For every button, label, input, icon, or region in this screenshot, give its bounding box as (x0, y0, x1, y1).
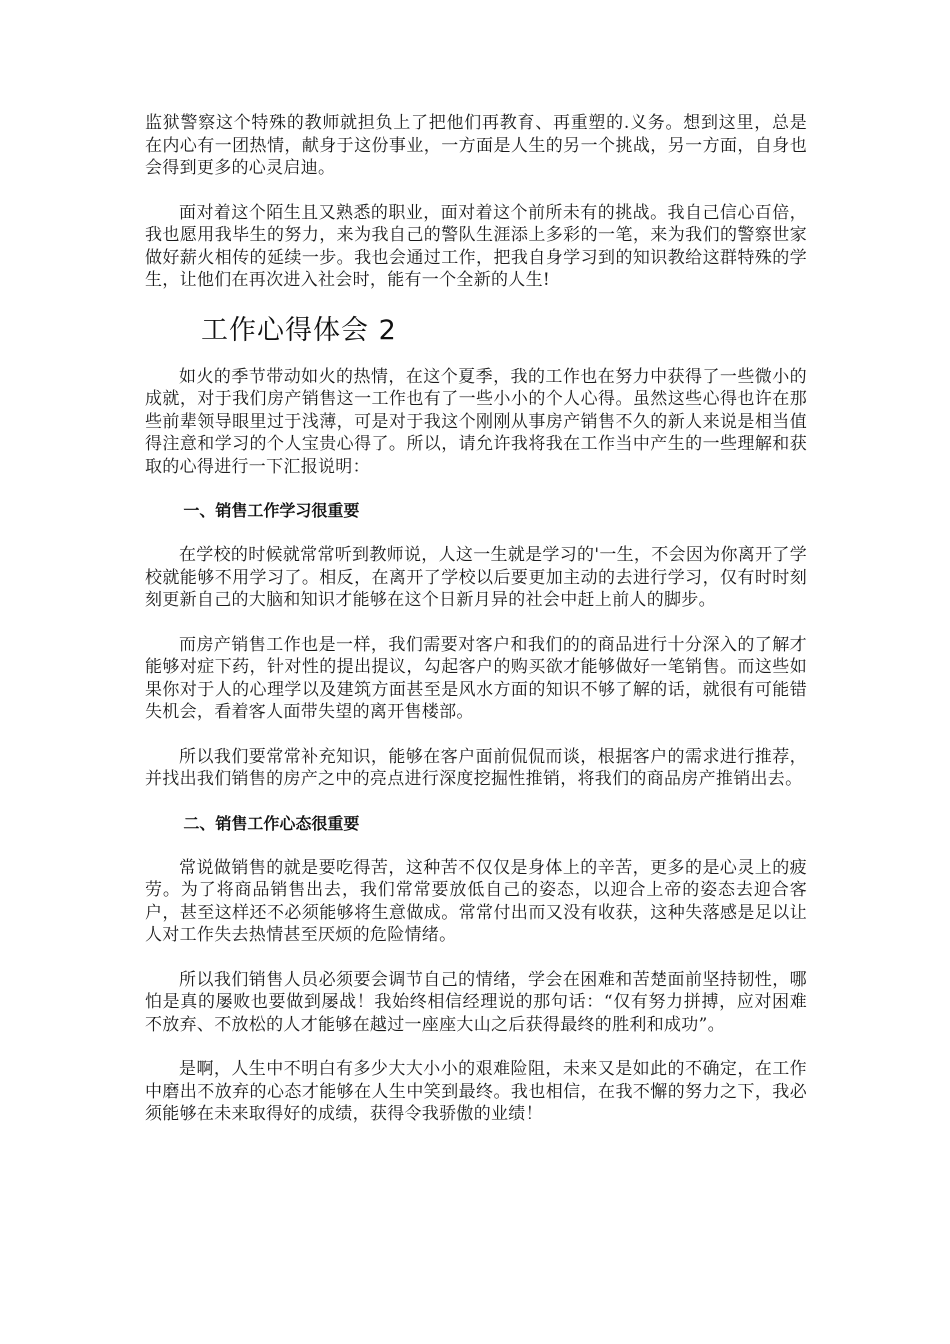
section-heading-learning: 一、销售工作学习很重要 (183, 501, 360, 520)
section2-paragraph: 是啊，人生中不明白有多少大大小小的艰难险阻，未来又是如此的不确定，在工作中磨出不放弃的心态才能够在人生中笑到最终。我也相信，在我不懈的努力之下，我必须能够在未来取得好的成绩，获得令我骄傲的业绩！ (145, 1059, 807, 1124)
section2-paragraph: 所以我们销售人员必须要会调节自己的情绪，学会在困难和苦楚面前坚持韧性，哪怕是真的屡败也要做到屡战！我始终相信经理说的那句话：“仅有努力拼搏，应对困难不放弃、不放松的人才能够在越过一座座大山之后获得最终的胜利和成功”。 (145, 969, 807, 1035)
section1-paragraph: 所以我们要常常补充知识，能够在客户面前侃侃而谈，根据客户的需求进行推荐，并找出我们销售的房产之中的亮点进行深度挖掘性推销，将我们的商品房产推销出去。 (145, 746, 807, 789)
opening-paragraph: 如火的季节带动如火的热情，在这个夏季，我的工作也在努力中获得了一些微小的成就，对于我们房产销售这一工作也有了一些小小的个人心得。虽然这些心得也许在那些前辈领导眼里过于浅薄，可是对于我这个刚刚从事房产销售不久的新人来说是相当值得注意和学习的个人宝贵心得了。所以，请允许我将我在工作当中产生的一些理解和获取的心得进行一下汇报说明： (145, 366, 807, 477)
section-heading-attitude: 二、销售工作心态很重要 (183, 813, 360, 833)
document-body (145, 112, 807, 1148)
intro-paragraph: 监狱警察这个特殊的教师就担负上了把他们再教育、再重塑的.义务。想到这里，总是在内心有一团热情，献身于这份事业，一方面是人生的另一个挑战，另一方面，自身也会得到更多的心灵启迪。 (145, 113, 807, 178)
section2-paragraph: 常说做销售的就是要吃得苦，这种苦不仅仅是身体上的辛苦，更多的是心灵上的疲劳。为了将商品销售出去，我们常常要放低自己的姿态，以迎合上帝的姿态去迎合客户，甚至这样还不必须能够将生意做成。常常付出而又没有收获，这种失落感是足以让人对工作失去热情甚至厌烦的危险情绪。 (145, 857, 807, 945)
section1-paragraph: 而房产销售工作也是一样，我们需要对客户和我们的的商品进行十分深入的了解才能够对症下药，针对性的提出提议，勾起客户的购买欲才能够做好一笔销售。而这些如果你对于人的心理学以及建筑方面甚至是风水方面的知识不够了解的话，就很有可能错失机会，看着客人面带失望的离开售楼部。 (145, 634, 807, 722)
section1-paragraph: 在学校的时候就常常听到教师说，人这一生就是学习的'一生，不会因为你离开了学校就能够不用学习了。相反，在离开了学校以后要更加主动的去进行学习，仅有时时刻刻更新自己的大脑和知识才能够在这个日新月异的社会中赶上前人的脚步。 (145, 545, 807, 610)
document-title: 工作心得体会 2 (201, 314, 397, 346)
intro-paragraph: 面对着这个陌生且又熟悉的职业，面对着这个前所未有的挑战。我自己信心百倍，我也愿用我毕生的努力，来为我自己的警队生涯添上多彩的一笔，来为我们的警察世家做好薪火相传的延续一步。我也会通过工作，把我自身学习到的知识教给这群特殊的学生，让他们在再次进入社会时，能有一个全新的人生! (145, 202, 807, 290)
